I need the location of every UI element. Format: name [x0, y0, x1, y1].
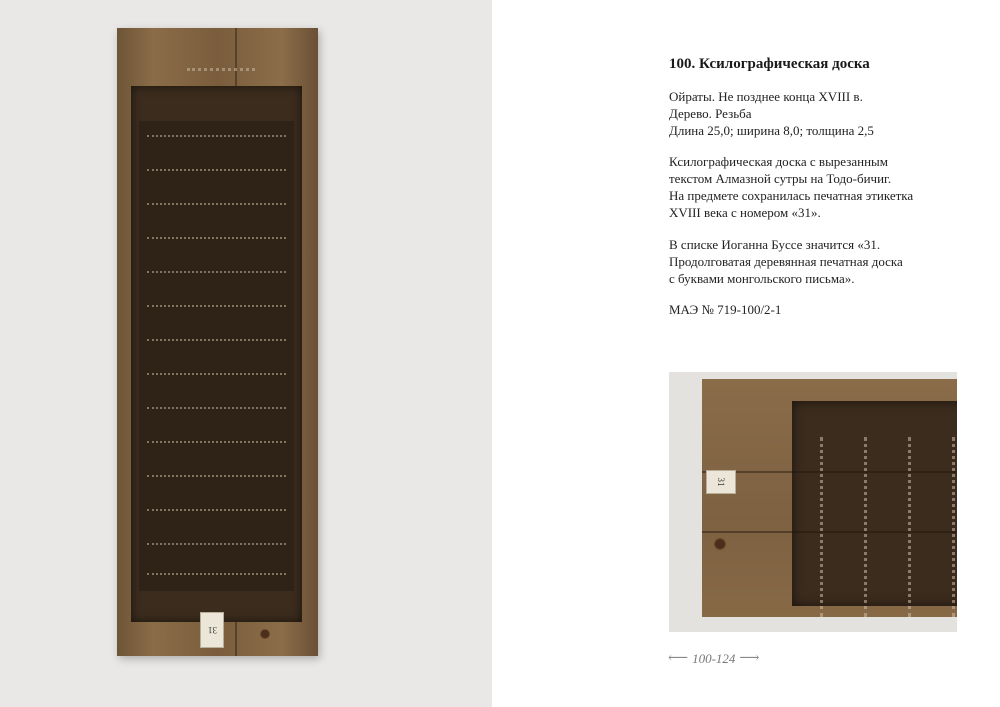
carved-script-line: [147, 237, 286, 245]
arrow-left-icon[interactable]: ⟵: [668, 651, 689, 666]
inventory-number: МАЭ № 719-100/2-1: [669, 302, 782, 317]
entry-description: [669, 153, 913, 221]
detail-script-column: [820, 437, 829, 617]
carved-script-line: [147, 543, 286, 551]
detail-wood: [702, 379, 957, 617]
description-line: На предмете сохранилась печатная этикетка: [669, 188, 914, 203]
carved-text-panel: [139, 121, 294, 591]
detail-script-column: [908, 437, 917, 617]
detail-recess: [792, 401, 957, 606]
arrow-right-icon[interactable]: ⟶: [739, 651, 760, 666]
description-line: Ксилографическая доска с вырезанным: [669, 154, 889, 169]
catalog-text-panel: [492, 0, 1000, 707]
carved-script-line: [147, 373, 286, 381]
nail-hole: [260, 629, 270, 639]
meta-origin: Ойраты. Не позднее конца XVIII в.: [669, 89, 863, 104]
description-line: XVIII века с номером «31».: [669, 205, 821, 220]
busse-line: Продолговатая деревянная печатная доска: [669, 254, 903, 269]
printed-label: [706, 470, 736, 494]
detail-photo: [669, 372, 957, 632]
printed-label: [200, 612, 224, 648]
carved-script-line: [147, 573, 286, 581]
nail-hole: [714, 538, 726, 550]
page-range: 100-124: [692, 650, 736, 666]
carved-script-line: [147, 271, 286, 279]
carved-title-script: [187, 68, 255, 79]
wood-crack: [702, 531, 957, 533]
label-number: 31: [716, 477, 726, 487]
carved-script-line: [147, 135, 286, 143]
detail-script-column: [952, 437, 957, 617]
entry-meta: [669, 88, 874, 139]
woodblock-image: [117, 28, 318, 656]
carved-script-line: [147, 203, 286, 211]
entry-busse-note: [669, 236, 903, 287]
entry-title: 100. Ксилографическая доска: [669, 56, 870, 72]
carved-script-line: [147, 407, 286, 415]
carved-script-line: [147, 441, 286, 449]
description-line: текстом Алмазной сутры на Тодо-бичиг.: [669, 171, 892, 186]
carved-script-line: [147, 475, 286, 483]
carved-script-line: [147, 305, 286, 313]
artifact-photo-panel: [0, 0, 492, 707]
meta-dimensions: Длина 25,0; ширина 8,0; толщина 2,5: [669, 123, 874, 138]
carved-script-line: [147, 509, 286, 517]
page-navigation: [668, 650, 760, 667]
meta-material: Дерево. Резьба: [669, 106, 752, 121]
busse-line: В списке Иоганна Буссе значится «31.: [669, 237, 881, 252]
carved-script-line: [147, 169, 286, 177]
label-number: 31: [207, 625, 217, 635]
carved-script-line: [147, 339, 286, 347]
wood-crack: [702, 471, 957, 473]
busse-line: с буквами монгольского письма».: [669, 271, 855, 286]
detail-script-column: [864, 437, 873, 617]
